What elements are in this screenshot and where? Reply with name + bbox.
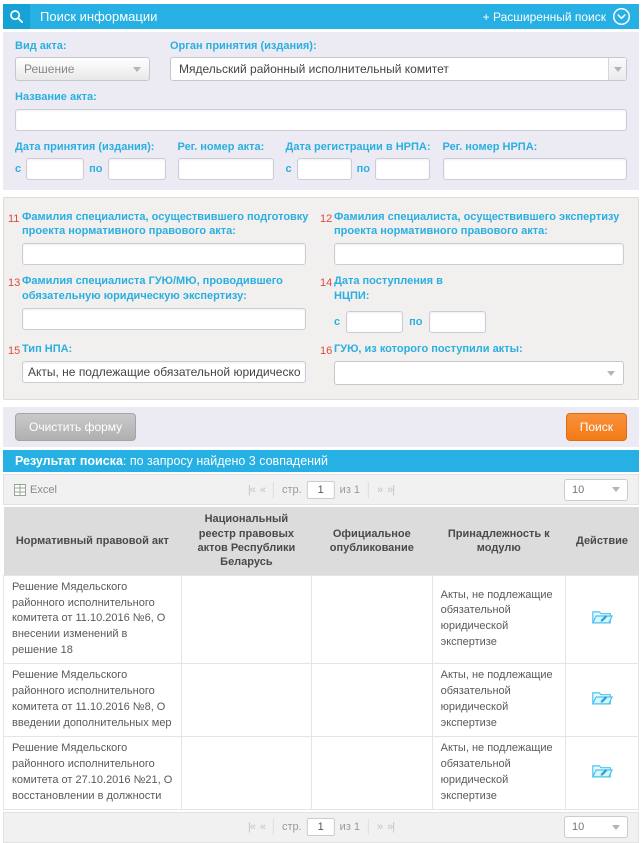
form-actions xyxy=(3,407,639,447)
authority-value: Мядельский районный исполнительный комитет xyxy=(179,62,449,77)
field-number: 16 xyxy=(320,345,333,358)
guy-source-select[interactable] xyxy=(334,361,624,385)
specialist-guy-input[interactable] xyxy=(22,308,306,330)
npa-type-label: Тип НПА: xyxy=(22,343,73,356)
field-number: 14 xyxy=(320,277,333,290)
pager-separator xyxy=(368,482,369,498)
date-to-label: по xyxy=(409,316,423,329)
publication-cell xyxy=(311,575,432,664)
nrpa-date-from-input[interactable] xyxy=(297,158,352,180)
basic-search-form xyxy=(3,32,639,190)
registry-cell xyxy=(181,664,311,737)
authority-select[interactable] xyxy=(170,57,627,81)
search-panel-header xyxy=(3,4,639,29)
act-name-input[interactable] xyxy=(15,109,627,131)
pager-last-icon[interactable]: »| xyxy=(387,821,395,834)
module-cell: Акты, не подлежащие обязательной юридической экспертизе xyxy=(432,737,565,810)
column-header-publication: Официальное опубликование xyxy=(311,507,432,575)
column-header-module: Принадлежность к модулю xyxy=(432,507,565,575)
act-cell: Решение Мядельского районного исполнительного комитета от 11.10.2016 №6, О внесении изменений в решение 18 xyxy=(4,575,182,664)
date-from-label: с xyxy=(15,162,22,175)
adoption-date-label: Дата принятия (издания): xyxy=(15,140,155,153)
results-toolbar xyxy=(3,474,639,505)
pager-prev-icon[interactable]: « xyxy=(259,821,265,834)
specialist-guy-label: Фамилия специалиста ГУЮ/МЮ, проводившего обязательную юридическую экспертизу: xyxy=(22,275,283,302)
page-size-value: 10 xyxy=(572,483,585,496)
advanced-search-label: + Расширенный поиск xyxy=(482,9,606,24)
field-number: 13 xyxy=(8,277,21,290)
act-type-label: Вид акта: xyxy=(15,40,67,52)
date-to-label: по xyxy=(356,162,370,175)
pager-first-icon[interactable]: |« xyxy=(247,821,255,834)
table-row xyxy=(4,737,639,810)
table-row xyxy=(4,664,639,737)
nrpa-number-input[interactable] xyxy=(443,158,628,180)
registry-cell xyxy=(181,575,311,664)
chevron-down-icon xyxy=(612,487,620,492)
act-cell: Решение Мядельского районного исполнительного комитета от 11.10.2016 №8, О введении дополнительных мер xyxy=(4,664,182,737)
search-button[interactable]: Поиск xyxy=(566,413,627,441)
field-number: 15 xyxy=(8,345,21,358)
field-number: 11 xyxy=(8,212,20,225)
table-row xyxy=(4,575,639,664)
date-from-label: с xyxy=(334,316,341,329)
date-from-label: с xyxy=(285,162,292,175)
authority-select-button[interactable] xyxy=(608,58,626,80)
module-cell: Акты, не подлежащие обязательной юридической экспертизе xyxy=(432,575,565,664)
module-cell: Акты, не подлежащие обязательной юридической экспертизе xyxy=(432,664,565,737)
results-toolbar-bottom xyxy=(3,812,639,843)
pager-page-label: стр. xyxy=(281,821,302,834)
publication-cell xyxy=(311,737,432,810)
date-to-label: по xyxy=(89,162,103,175)
clear-form-button[interactable]: Очистить форму xyxy=(15,413,136,441)
edit-act-icon[interactable] xyxy=(591,761,613,779)
pager-separator xyxy=(273,482,274,498)
npa-type-input[interactable] xyxy=(22,361,306,383)
pager-separator xyxy=(273,819,274,835)
specialist-expert-label: Фамилия специалиста, осуществившего экспертизу проекта нормативного правового акта: xyxy=(334,210,620,238)
column-header-registry: Национальный реестр правовых актов Республики Беларусь xyxy=(181,507,311,575)
page-size-select[interactable] xyxy=(564,816,628,838)
guy-source-label: ГУЮ, из которого поступили акты: xyxy=(334,343,523,356)
act-type-select[interactable] xyxy=(15,57,150,81)
pager-prev-icon[interactable]: « xyxy=(259,483,265,496)
pager-next-icon[interactable]: » xyxy=(377,821,383,834)
act-type-value: Решение xyxy=(24,62,75,77)
act-name-label: Название акта: xyxy=(15,91,97,104)
pager xyxy=(248,481,394,499)
results-header xyxy=(3,450,639,472)
page-size-value: 10 xyxy=(572,821,585,834)
pager-page-input[interactable] xyxy=(307,818,335,836)
results-summary: : по запросу найдено 3 совпадений xyxy=(122,454,329,469)
pager-of-label: из 1 xyxy=(339,821,361,834)
field-number: 12 xyxy=(320,212,333,225)
pager-of-label: из 1 xyxy=(339,483,361,496)
advanced-search-form xyxy=(3,197,639,400)
excel-icon xyxy=(14,484,26,496)
specialist-prep-input[interactable] xyxy=(22,243,306,265)
excel-label: Excel xyxy=(30,483,57,496)
chevron-down-circle-icon[interactable] xyxy=(612,7,631,26)
specialist-prep-label: Фамилия специалиста, осуществившего подготовку проекта нормативного правового акта: xyxy=(22,210,309,238)
advanced-search-toggle[interactable] xyxy=(483,7,639,26)
ncpi-date-to-input[interactable] xyxy=(429,311,486,333)
column-header-act: Нормативный правовой акт xyxy=(4,507,182,575)
pager xyxy=(248,818,394,836)
chevron-down-icon xyxy=(607,371,615,376)
page-title: Поиск информации xyxy=(40,9,158,24)
chevron-down-icon xyxy=(133,67,141,72)
nrpa-date-label: Дата регистрации в НРПА: xyxy=(285,140,431,153)
act-number-input[interactable] xyxy=(178,158,274,180)
nrpa-number-label: Рег. номер НРПА: xyxy=(442,140,538,153)
specialist-expert-input[interactable] xyxy=(334,243,624,265)
pager-next-icon[interactable]: » xyxy=(377,483,383,496)
pager-first-icon[interactable]: |« xyxy=(247,483,255,496)
edit-act-icon[interactable] xyxy=(591,688,613,706)
nrpa-date-to-input[interactable] xyxy=(375,158,430,180)
column-header-action: Действие xyxy=(565,507,638,575)
pager-page-input[interactable] xyxy=(307,481,335,499)
page-size-select[interactable] xyxy=(564,479,628,501)
pager-page-label: стр. xyxy=(281,483,302,496)
ncpi-date-from-input[interactable] xyxy=(346,311,403,333)
pager-separator xyxy=(368,819,369,835)
ncpi-date-label: Дата поступления в НЦПИ: xyxy=(334,275,443,302)
results-title: Результат поиска xyxy=(15,454,123,469)
adoption-date-from-input[interactable] xyxy=(26,158,84,180)
act-cell: Решение Мядельского районного исполнительного комитета от 27.10.2016 №21, О восстановлении в должности xyxy=(4,737,182,810)
publication-cell xyxy=(311,664,432,737)
adoption-date-to-input[interactable] xyxy=(108,158,166,180)
registry-cell xyxy=(181,737,311,810)
search-icon xyxy=(3,4,30,29)
authority-label: Орган принятия (издания): xyxy=(170,40,317,52)
pager-last-icon[interactable]: »| xyxy=(387,483,395,496)
act-number-label: Рег. номер акта: xyxy=(177,140,265,153)
chevron-down-icon xyxy=(612,825,620,830)
edit-act-icon[interactable] xyxy=(591,607,613,625)
excel-export-button[interactable] xyxy=(14,484,57,496)
results-table xyxy=(3,507,639,809)
chevron-down-icon xyxy=(614,67,622,72)
